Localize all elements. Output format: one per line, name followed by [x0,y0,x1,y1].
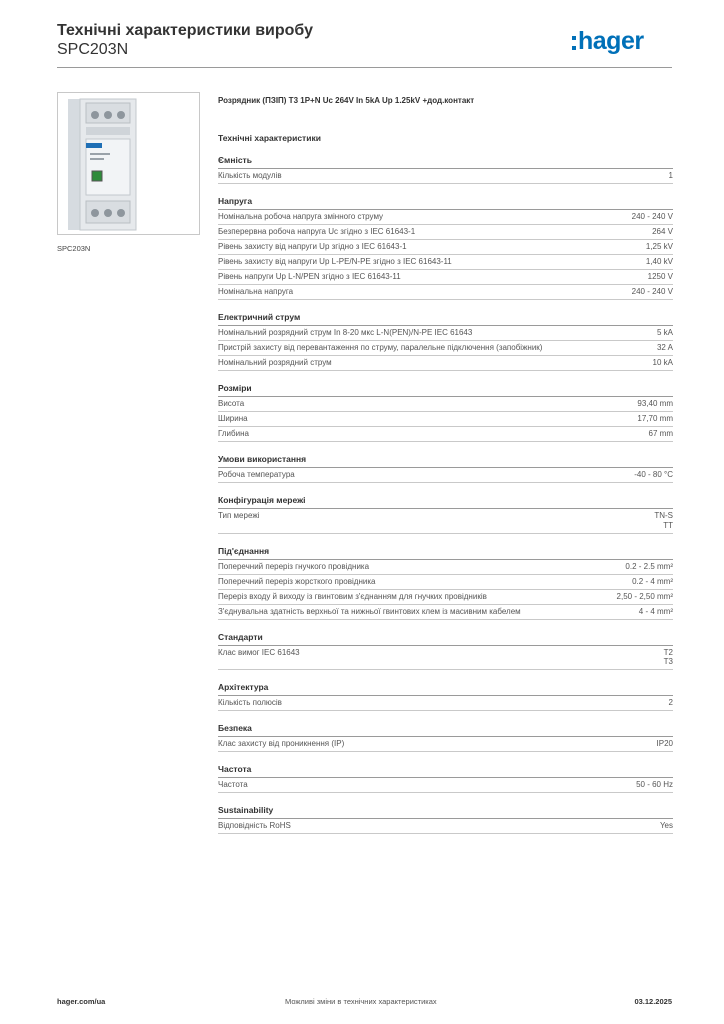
footer-note: Можливі зміни в технічних характеристиках [285,997,437,1006]
spec-value: 2 [668,698,673,707]
spec-label: Робоча температура [218,470,295,479]
spec-value: 2,50 - 2,50 mm² [616,591,673,601]
spec-section [218,682,673,711]
spec-value: T2 T3 [663,647,673,666]
spec-label: З'єднувальна здатність верхньої та нижньої гвинтових клем із масивним кабелем [218,606,521,616]
spec-row [218,819,673,834]
spec-row [218,285,673,300]
spec-value: 1,25 kV [645,242,673,251]
spec-value: 50 - 60 Hz [636,780,673,789]
spec-label: Рівень напруги Up L-N/PEN згідно з IEC 61643-11 [218,272,401,281]
spec-label: Номінальний розрядний струм [218,358,332,367]
section-title: Ємність [218,155,673,169]
spec-value: 32 A [656,343,673,352]
spec-row [218,468,673,483]
header-divider [57,67,672,68]
section-title: Електричний струм [218,312,673,326]
spec-value: 0.2 - 2.5 mm² [625,561,673,571]
spec-row [218,412,673,427]
spec-label: Ширина [218,414,248,423]
spec-value: 67 mm [648,429,673,438]
spec-value: 240 - 240 V [631,212,673,221]
page-title: Технічні характеристики виробу [57,22,313,39]
spec-section [218,723,673,752]
image-caption: SPC203N [57,244,91,253]
spec-section [218,383,673,442]
spec-section [218,764,673,793]
spec-section [218,312,673,371]
spec-label: Номінальна напруга [218,287,294,296]
footer-date: 03.12.2025 [634,997,672,1006]
spec-value: 1,40 kV [645,257,673,266]
section-title: Стандарти [218,632,673,646]
spec-value: IP20 [656,739,673,748]
spec-value: 4 - 4 mm² [638,606,673,616]
spec-row [218,575,673,590]
spec-row [218,605,673,620]
spec-label: Висота [218,399,245,408]
section-title: Розміри [218,383,673,397]
spec-section [218,495,673,534]
spec-value: 93,40 mm [637,399,673,408]
spec-row [218,341,673,356]
spec-label: Кількість модулів [218,171,282,180]
spec-row [218,270,673,285]
footer-website: hager.com/ua [57,997,106,1006]
spec-label: Клас захисту від проникнення (IP) [218,739,345,748]
spec-section [218,454,673,483]
spec-value: 264 V [652,227,673,236]
spec-row [218,778,673,793]
spec-value: -40 - 80 °C [634,470,673,479]
spec-row [218,169,673,184]
spec-row [218,326,673,341]
spec-value: 240 - 240 V [631,287,673,296]
spec-label: Пристрій захисту від перевантаження по струму, паралельне підключення (запобіжник) [218,343,543,352]
spec-label: Рівень захисту від напруги Up L-PE/N-PE згідно з IEC 61643-11 [218,257,452,266]
spec-section [218,805,673,834]
spec-value: 5 kA [656,328,673,337]
surge-protector-icon [58,93,199,234]
spec-row [218,240,673,255]
spec-value: 10 kA [652,358,673,367]
spec-main [218,96,673,834]
spec-label: Переріз входу й виходу із гвинтовим з'єднанням для гнучких провідників [218,591,487,601]
hager-logo [572,26,644,56]
logo-dots-icon [572,36,576,50]
spec-value: 1250 V [647,272,673,281]
spec-label: Безперервна робоча напруга Uc згідно з IEC 61643-1 [218,227,416,236]
spec-label: Номінальна робоча напруга змінного струму [218,212,384,221]
spec-row [218,356,673,371]
spec-section [218,155,673,184]
spec-row [218,590,673,605]
spec-row [218,560,673,575]
spec-label: Поперечний переріз жорсткого провідника [218,576,376,586]
spec-row [218,225,673,240]
spec-row [218,696,673,711]
spec-row [218,255,673,270]
spec-label: Номінальний розрядний струм In 8-20 мкс L-N(PEN)/N-PE IEC 61643 [218,328,473,337]
spec-label: Відповідність RoHS [218,821,291,830]
spec-section [218,632,673,671]
product-image [57,92,200,235]
spec-label: Кількість полюсів [218,698,282,707]
spec-row [218,427,673,442]
section-title: Частота [218,764,673,778]
spec-value: 0.2 - 4 mm² [632,576,673,586]
spec-row [218,397,673,412]
spec-section [218,196,673,300]
spec-label: Глибина [218,429,249,438]
product-code: SPC203N [57,41,129,58]
spec-label: Клас вимог IEC 61643 [218,647,300,657]
section-title: Sustainability [218,805,673,819]
spec-section [218,546,673,620]
spec-value: 17,70 mm [637,414,673,423]
section-title: Архітектура [218,682,673,696]
spec-row [218,210,673,225]
spec-value: Yes [659,821,673,830]
spec-label: Частота [218,780,248,789]
spec-value: TN-S TT [654,511,673,530]
section-title: Безпека [218,723,673,737]
spec-value: 1 [668,171,673,180]
section-title: Конфігурація мережі [218,495,673,509]
spec-label: Тип мережі [218,511,260,520]
spec-label: Рівень захисту від напруги Up згідно з IEC 61643-1 [218,242,407,251]
spec-label: Поперечний переріз гнучкого провідника [218,561,370,571]
spec-row [218,646,673,671]
section-title: Під'єднання [218,546,673,560]
spec-group-title: Технічні характеристики [218,133,321,143]
spec-row [218,509,673,534]
section-title: Умови використання [218,454,673,468]
spec-sections [218,155,673,834]
spec-row [218,737,673,752]
product-title: Розрядник (ПЗІП) Т3 1P+N Uc 264V In 5kA Up 1.25kV +дод.контакт [218,96,475,105]
section-title: Напруга [218,196,673,210]
logo-text: hager [578,27,644,55]
